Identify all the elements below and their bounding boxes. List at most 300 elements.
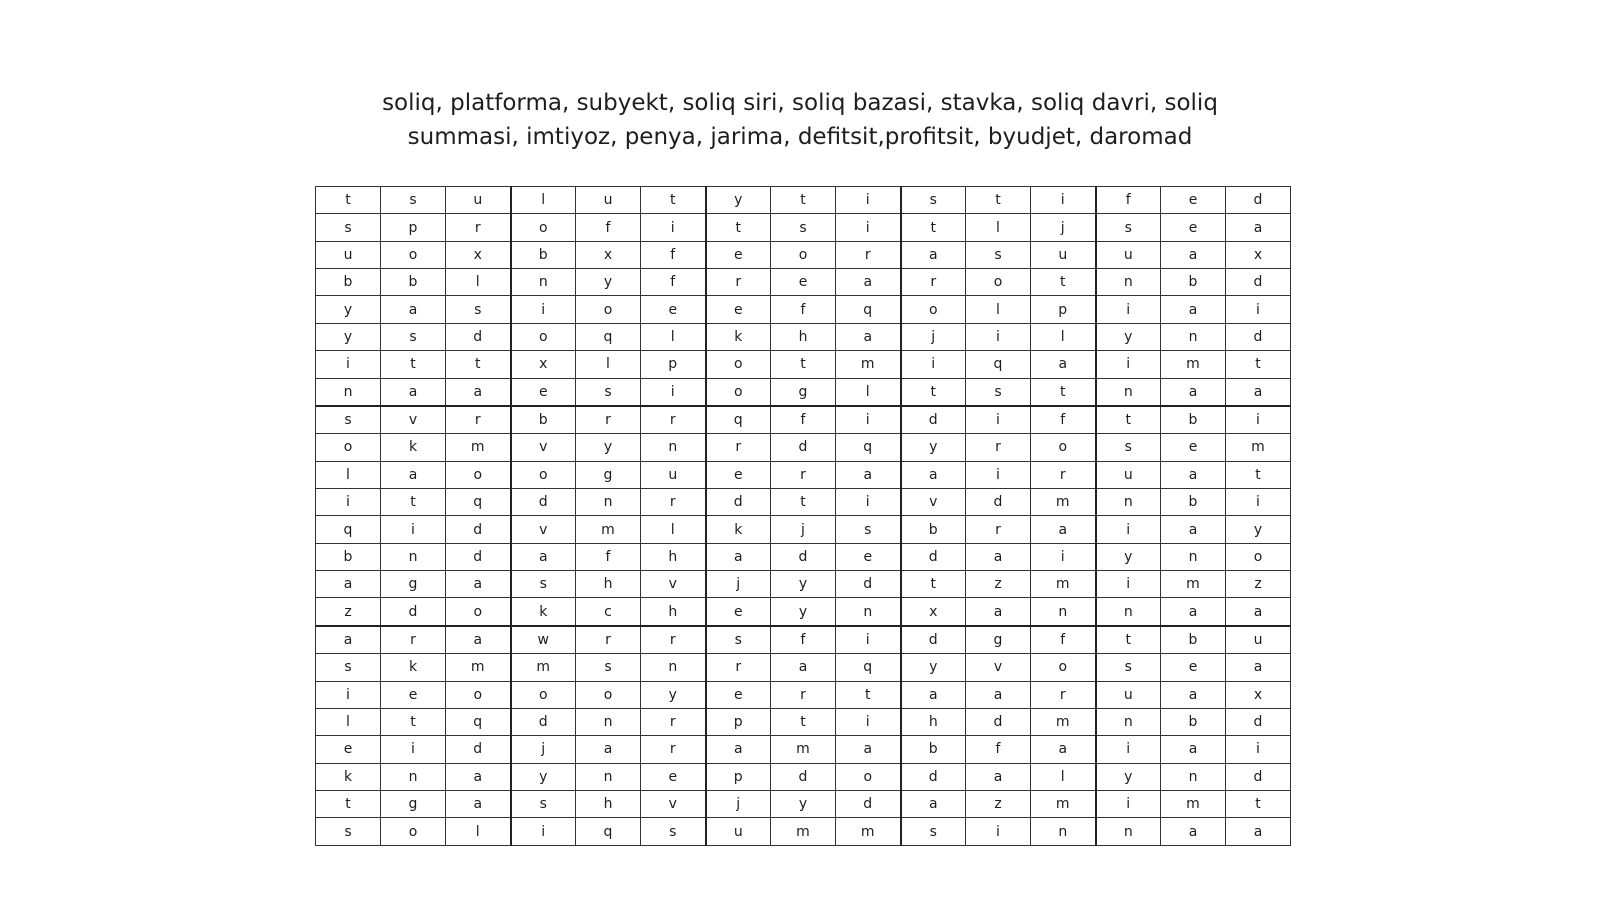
grid-cell[interactable]: k: [381, 434, 446, 461]
grid-cell[interactable]: u: [1226, 626, 1291, 654]
grid-cell[interactable]: o: [511, 323, 576, 350]
grid-cell[interactable]: m: [446, 434, 511, 461]
grid-cell[interactable]: o: [706, 351, 771, 378]
grid-cell[interactable]: s: [511, 790, 576, 817]
grid-cell[interactable]: s: [511, 571, 576, 598]
grid-cell[interactable]: j: [901, 323, 966, 350]
grid-cell[interactable]: x: [1226, 681, 1291, 708]
grid-cell[interactable]: l: [1031, 323, 1096, 350]
grid-cell[interactable]: l: [966, 296, 1031, 323]
grid-cell[interactable]: d: [836, 790, 901, 817]
grid-cell[interactable]: s: [966, 241, 1031, 268]
grid-cell[interactable]: a: [836, 269, 901, 296]
grid-cell[interactable]: j: [771, 516, 836, 543]
grid-cell[interactable]: t: [1031, 269, 1096, 296]
grid-cell[interactable]: t: [901, 571, 966, 598]
grid-cell[interactable]: r: [1031, 461, 1096, 488]
grid-cell[interactable]: n: [316, 378, 381, 406]
grid-cell[interactable]: i: [316, 351, 381, 378]
grid-cell[interactable]: s: [771, 214, 836, 241]
grid-cell[interactable]: y: [511, 763, 576, 790]
grid-cell[interactable]: u: [1096, 681, 1161, 708]
grid-cell[interactable]: t: [771, 488, 836, 515]
grid-cell[interactable]: d: [771, 763, 836, 790]
grid-cell[interactable]: p: [381, 214, 446, 241]
grid-cell[interactable]: s: [576, 654, 641, 681]
grid-cell[interactable]: a: [446, 763, 511, 790]
grid-cell[interactable]: l: [1031, 763, 1096, 790]
grid-cell[interactable]: e: [381, 681, 446, 708]
grid-cell[interactable]: g: [381, 571, 446, 598]
grid-cell[interactable]: l: [511, 187, 576, 214]
grid-cell[interactable]: n: [576, 708, 641, 735]
grid-cell[interactable]: o: [381, 818, 446, 846]
grid-cell[interactable]: n: [1031, 818, 1096, 846]
grid-cell[interactable]: i: [1031, 187, 1096, 214]
grid-cell[interactable]: r: [836, 241, 901, 268]
grid-cell[interactable]: i: [1226, 406, 1291, 434]
grid-cell[interactable]: d: [381, 598, 446, 626]
grid-cell[interactable]: s: [316, 406, 381, 434]
grid-cell[interactable]: u: [1096, 241, 1161, 268]
grid-cell[interactable]: d: [446, 543, 511, 570]
grid-cell[interactable]: b: [1161, 626, 1226, 654]
grid-cell[interactable]: u: [316, 241, 381, 268]
grid-cell[interactable]: x: [576, 241, 641, 268]
grid-cell[interactable]: o: [901, 296, 966, 323]
grid-cell[interactable]: i: [1226, 736, 1291, 763]
grid-cell[interactable]: n: [1161, 543, 1226, 570]
grid-cell[interactable]: b: [1161, 488, 1226, 515]
grid-cell[interactable]: m: [511, 654, 576, 681]
grid-cell[interactable]: k: [511, 598, 576, 626]
grid-cell[interactable]: r: [966, 434, 1031, 461]
grid-cell[interactable]: i: [511, 296, 576, 323]
grid-cell[interactable]: i: [901, 351, 966, 378]
grid-cell[interactable]: b: [381, 269, 446, 296]
grid-cell[interactable]: m: [1031, 790, 1096, 817]
grid-cell[interactable]: q: [576, 323, 641, 350]
grid-cell[interactable]: f: [771, 626, 836, 654]
grid-cell[interactable]: r: [576, 406, 641, 434]
grid-cell[interactable]: u: [1096, 461, 1161, 488]
grid-cell[interactable]: d: [836, 571, 901, 598]
grid-cell[interactable]: l: [641, 323, 706, 350]
grid-cell[interactable]: o: [1031, 654, 1096, 681]
grid-cell[interactable]: h: [771, 323, 836, 350]
grid-cell[interactable]: i: [316, 681, 381, 708]
grid-cell[interactable]: p: [706, 763, 771, 790]
grid-cell[interactable]: i: [966, 406, 1031, 434]
grid-cell[interactable]: y: [1226, 516, 1291, 543]
grid-cell[interactable]: h: [641, 598, 706, 626]
grid-cell[interactable]: e: [706, 598, 771, 626]
grid-cell[interactable]: l: [966, 214, 1031, 241]
grid-cell[interactable]: d: [966, 708, 1031, 735]
grid-cell[interactable]: m: [1031, 571, 1096, 598]
grid-cell[interactable]: r: [966, 516, 1031, 543]
grid-cell[interactable]: r: [576, 626, 641, 654]
grid-cell[interactable]: s: [1096, 214, 1161, 241]
grid-cell[interactable]: n: [1096, 708, 1161, 735]
grid-cell[interactable]: o: [836, 763, 901, 790]
grid-cell[interactable]: i: [966, 818, 1031, 846]
grid-cell[interactable]: m: [1031, 708, 1096, 735]
grid-cell[interactable]: a: [966, 543, 1031, 570]
grid-cell[interactable]: b: [901, 516, 966, 543]
grid-cell[interactable]: q: [446, 488, 511, 515]
grid-cell[interactable]: n: [1031, 598, 1096, 626]
grid-cell[interactable]: e: [316, 736, 381, 763]
grid-cell[interactable]: a: [381, 378, 446, 406]
grid-cell[interactable]: n: [1096, 818, 1161, 846]
grid-cell[interactable]: i: [836, 187, 901, 214]
grid-cell[interactable]: a: [1031, 351, 1096, 378]
grid-cell[interactable]: r: [706, 654, 771, 681]
grid-cell[interactable]: a: [1161, 296, 1226, 323]
grid-cell[interactable]: n: [1096, 488, 1161, 515]
grid-cell[interactable]: t: [446, 351, 511, 378]
grid-cell[interactable]: t: [1226, 461, 1291, 488]
grid-cell[interactable]: m: [771, 736, 836, 763]
grid-cell[interactable]: r: [641, 626, 706, 654]
grid-cell[interactable]: a: [706, 543, 771, 570]
grid-cell[interactable]: m: [446, 654, 511, 681]
grid-cell[interactable]: r: [641, 736, 706, 763]
grid-cell[interactable]: n: [1161, 763, 1226, 790]
grid-cell[interactable]: b: [901, 736, 966, 763]
grid-cell[interactable]: d: [706, 488, 771, 515]
grid-cell[interactable]: m: [1161, 790, 1226, 817]
grid-cell[interactable]: a: [1226, 818, 1291, 846]
grid-cell[interactable]: o: [446, 461, 511, 488]
grid-cell[interactable]: a: [1161, 736, 1226, 763]
grid-cell[interactable]: f: [641, 241, 706, 268]
grid-cell[interactable]: i: [1096, 571, 1161, 598]
grid-cell[interactable]: f: [966, 736, 1031, 763]
grid-cell[interactable]: o: [446, 681, 511, 708]
grid-cell[interactable]: r: [446, 214, 511, 241]
grid-cell[interactable]: a: [576, 736, 641, 763]
grid-cell[interactable]: e: [1161, 187, 1226, 214]
grid-cell[interactable]: e: [1161, 654, 1226, 681]
grid-cell[interactable]: y: [771, 571, 836, 598]
grid-cell[interactable]: h: [901, 708, 966, 735]
grid-cell[interactable]: q: [706, 406, 771, 434]
grid-cell[interactable]: v: [381, 406, 446, 434]
grid-cell[interactable]: z: [966, 790, 1031, 817]
grid-cell[interactable]: a: [1161, 378, 1226, 406]
grid-cell[interactable]: i: [836, 708, 901, 735]
grid-cell[interactable]: a: [1161, 241, 1226, 268]
grid-cell[interactable]: t: [706, 214, 771, 241]
grid-cell[interactable]: i: [836, 626, 901, 654]
grid-cell[interactable]: b: [1161, 708, 1226, 735]
grid-cell[interactable]: r: [641, 488, 706, 515]
grid-cell[interactable]: d: [511, 488, 576, 515]
grid-cell[interactable]: e: [836, 543, 901, 570]
grid-cell[interactable]: y: [641, 681, 706, 708]
grid-cell[interactable]: q: [966, 351, 1031, 378]
grid-cell[interactable]: o: [1031, 434, 1096, 461]
grid-cell[interactable]: n: [1096, 598, 1161, 626]
grid-cell[interactable]: q: [446, 708, 511, 735]
grid-cell[interactable]: a: [1161, 461, 1226, 488]
grid-cell[interactable]: r: [641, 708, 706, 735]
grid-cell[interactable]: f: [576, 214, 641, 241]
grid-cell[interactable]: v: [966, 654, 1031, 681]
grid-cell[interactable]: g: [576, 461, 641, 488]
grid-cell[interactable]: m: [1226, 434, 1291, 461]
grid-cell[interactable]: s: [316, 818, 381, 846]
grid-cell[interactable]: c: [576, 598, 641, 626]
grid-cell[interactable]: a: [1226, 378, 1291, 406]
grid-cell[interactable]: t: [1096, 626, 1161, 654]
grid-cell[interactable]: l: [641, 516, 706, 543]
grid-cell[interactable]: s: [901, 187, 966, 214]
grid-cell[interactable]: j: [511, 736, 576, 763]
grid-cell[interactable]: d: [966, 488, 1031, 515]
grid-cell[interactable]: t: [836, 681, 901, 708]
grid-cell[interactable]: y: [771, 790, 836, 817]
grid-cell[interactable]: x: [901, 598, 966, 626]
grid-cell[interactable]: a: [1226, 214, 1291, 241]
grid-cell[interactable]: a: [446, 571, 511, 598]
grid-cell[interactable]: x: [446, 241, 511, 268]
grid-cell[interactable]: n: [836, 598, 901, 626]
grid-cell[interactable]: t: [316, 187, 381, 214]
grid-cell[interactable]: e: [706, 241, 771, 268]
grid-cell[interactable]: a: [901, 461, 966, 488]
grid-cell[interactable]: k: [706, 516, 771, 543]
grid-cell[interactable]: u: [706, 818, 771, 846]
grid-cell[interactable]: s: [381, 187, 446, 214]
grid-cell[interactable]: f: [771, 406, 836, 434]
grid-cell[interactable]: m: [1031, 488, 1096, 515]
grid-cell[interactable]: n: [576, 763, 641, 790]
grid-cell[interactable]: a: [446, 790, 511, 817]
grid-cell[interactable]: h: [576, 571, 641, 598]
grid-cell[interactable]: u: [576, 187, 641, 214]
grid-cell[interactable]: y: [576, 269, 641, 296]
grid-cell[interactable]: f: [1031, 406, 1096, 434]
grid-cell[interactable]: i: [836, 406, 901, 434]
grid-cell[interactable]: t: [381, 488, 446, 515]
grid-cell[interactable]: a: [836, 323, 901, 350]
grid-cell[interactable]: e: [511, 378, 576, 406]
grid-cell[interactable]: f: [1096, 187, 1161, 214]
grid-cell[interactable]: e: [706, 296, 771, 323]
grid-cell[interactable]: o: [511, 461, 576, 488]
grid-cell[interactable]: o: [966, 269, 1031, 296]
grid-cell[interactable]: a: [901, 790, 966, 817]
grid-cell[interactable]: m: [1161, 351, 1226, 378]
grid-cell[interactable]: a: [1226, 598, 1291, 626]
grid-cell[interactable]: i: [966, 461, 1031, 488]
grid-cell[interactable]: d: [771, 543, 836, 570]
grid-cell[interactable]: w: [511, 626, 576, 654]
grid-cell[interactable]: s: [641, 818, 706, 846]
grid-cell[interactable]: a: [836, 736, 901, 763]
grid-cell[interactable]: t: [771, 708, 836, 735]
grid-cell[interactable]: i: [641, 378, 706, 406]
grid-cell[interactable]: e: [706, 461, 771, 488]
grid-cell[interactable]: t: [771, 187, 836, 214]
grid-cell[interactable]: a: [381, 296, 446, 323]
grid-cell[interactable]: i: [316, 488, 381, 515]
grid-cell[interactable]: s: [836, 516, 901, 543]
grid-cell[interactable]: o: [706, 378, 771, 406]
grid-cell[interactable]: y: [901, 434, 966, 461]
grid-cell[interactable]: b: [316, 269, 381, 296]
grid-cell[interactable]: a: [966, 763, 1031, 790]
grid-cell[interactable]: i: [511, 818, 576, 846]
grid-cell[interactable]: a: [1226, 654, 1291, 681]
grid-cell[interactable]: i: [966, 323, 1031, 350]
grid-cell[interactable]: s: [446, 296, 511, 323]
grid-cell[interactable]: x: [511, 351, 576, 378]
grid-cell[interactable]: t: [901, 378, 966, 406]
grid-cell[interactable]: d: [771, 434, 836, 461]
grid-cell[interactable]: a: [316, 571, 381, 598]
grid-cell[interactable]: o: [576, 681, 641, 708]
grid-cell[interactable]: s: [316, 214, 381, 241]
grid-cell[interactable]: t: [381, 708, 446, 735]
grid-cell[interactable]: j: [1031, 214, 1096, 241]
grid-cell[interactable]: b: [1161, 406, 1226, 434]
grid-cell[interactable]: d: [1226, 269, 1291, 296]
grid-cell[interactable]: s: [901, 818, 966, 846]
grid-cell[interactable]: y: [316, 296, 381, 323]
grid-cell[interactable]: y: [1096, 543, 1161, 570]
grid-cell[interactable]: a: [1031, 736, 1096, 763]
grid-cell[interactable]: t: [1096, 406, 1161, 434]
grid-cell[interactable]: t: [381, 351, 446, 378]
grid-cell[interactable]: n: [381, 543, 446, 570]
grid-cell[interactable]: t: [641, 187, 706, 214]
grid-cell[interactable]: y: [576, 434, 641, 461]
grid-cell[interactable]: e: [771, 269, 836, 296]
grid-cell[interactable]: o: [381, 241, 446, 268]
grid-cell[interactable]: i: [1226, 488, 1291, 515]
grid-cell[interactable]: a: [1161, 681, 1226, 708]
grid-cell[interactable]: d: [1226, 763, 1291, 790]
grid-cell[interactable]: t: [1226, 351, 1291, 378]
grid-cell[interactable]: m: [576, 516, 641, 543]
grid-cell[interactable]: n: [641, 434, 706, 461]
grid-cell[interactable]: b: [511, 241, 576, 268]
grid-cell[interactable]: i: [1096, 736, 1161, 763]
grid-cell[interactable]: r: [901, 269, 966, 296]
grid-cell[interactable]: f: [576, 543, 641, 570]
grid-cell[interactable]: u: [641, 461, 706, 488]
grid-cell[interactable]: d: [446, 516, 511, 543]
grid-cell[interactable]: i: [641, 214, 706, 241]
grid-cell[interactable]: a: [901, 681, 966, 708]
grid-cell[interactable]: d: [901, 763, 966, 790]
grid-cell[interactable]: v: [901, 488, 966, 515]
grid-cell[interactable]: o: [771, 241, 836, 268]
grid-cell[interactable]: q: [316, 516, 381, 543]
grid-cell[interactable]: o: [1226, 543, 1291, 570]
grid-cell[interactable]: b: [1161, 269, 1226, 296]
grid-cell[interactable]: s: [316, 654, 381, 681]
grid-cell[interactable]: i: [836, 488, 901, 515]
grid-cell[interactable]: o: [576, 296, 641, 323]
grid-cell[interactable]: d: [446, 736, 511, 763]
grid-cell[interactable]: s: [1096, 434, 1161, 461]
grid-cell[interactable]: n: [1096, 378, 1161, 406]
grid-cell[interactable]: x: [1226, 241, 1291, 268]
grid-cell[interactable]: l: [316, 461, 381, 488]
grid-cell[interactable]: a: [511, 543, 576, 570]
grid-cell[interactable]: l: [576, 351, 641, 378]
grid-cell[interactable]: y: [771, 598, 836, 626]
grid-cell[interactable]: k: [706, 323, 771, 350]
grid-cell[interactable]: y: [901, 654, 966, 681]
grid-cell[interactable]: b: [511, 406, 576, 434]
grid-cell[interactable]: d: [1226, 708, 1291, 735]
grid-cell[interactable]: r: [381, 626, 446, 654]
grid-cell[interactable]: h: [576, 790, 641, 817]
grid-cell[interactable]: n: [576, 488, 641, 515]
grid-cell[interactable]: d: [1226, 323, 1291, 350]
grid-cell[interactable]: f: [1031, 626, 1096, 654]
grid-cell[interactable]: s: [706, 626, 771, 654]
grid-cell[interactable]: o: [446, 598, 511, 626]
grid-cell[interactable]: o: [316, 434, 381, 461]
grid-cell[interactable]: d: [901, 543, 966, 570]
grid-cell[interactable]: p: [641, 351, 706, 378]
grid-cell[interactable]: a: [706, 736, 771, 763]
grid-cell[interactable]: j: [706, 571, 771, 598]
grid-cell[interactable]: v: [511, 516, 576, 543]
grid-cell[interactable]: b: [316, 543, 381, 570]
grid-cell[interactable]: p: [706, 708, 771, 735]
grid-cell[interactable]: a: [1161, 516, 1226, 543]
grid-cell[interactable]: t: [771, 351, 836, 378]
grid-cell[interactable]: f: [771, 296, 836, 323]
grid-cell[interactable]: s: [576, 378, 641, 406]
grid-cell[interactable]: f: [641, 269, 706, 296]
grid-cell[interactable]: e: [641, 296, 706, 323]
grid-cell[interactable]: d: [901, 626, 966, 654]
grid-cell[interactable]: u: [446, 187, 511, 214]
grid-cell[interactable]: a: [381, 461, 446, 488]
grid-cell[interactable]: l: [446, 269, 511, 296]
grid-cell[interactable]: l: [446, 818, 511, 846]
grid-cell[interactable]: d: [446, 323, 511, 350]
grid-cell[interactable]: l: [836, 378, 901, 406]
grid-cell[interactable]: n: [641, 654, 706, 681]
grid-cell[interactable]: r: [446, 406, 511, 434]
grid-cell[interactable]: j: [706, 790, 771, 817]
grid-cell[interactable]: i: [1096, 296, 1161, 323]
grid-cell[interactable]: t: [966, 187, 1031, 214]
grid-cell[interactable]: v: [511, 434, 576, 461]
grid-cell[interactable]: g: [771, 378, 836, 406]
grid-cell[interactable]: h: [641, 543, 706, 570]
grid-cell[interactable]: i: [1096, 790, 1161, 817]
grid-cell[interactable]: m: [836, 351, 901, 378]
grid-cell[interactable]: n: [1096, 269, 1161, 296]
grid-cell[interactable]: n: [1161, 323, 1226, 350]
grid-cell[interactable]: v: [641, 571, 706, 598]
grid-cell[interactable]: i: [1031, 543, 1096, 570]
grid-cell[interactable]: s: [966, 378, 1031, 406]
grid-cell[interactable]: k: [381, 654, 446, 681]
grid-cell[interactable]: q: [576, 818, 641, 846]
